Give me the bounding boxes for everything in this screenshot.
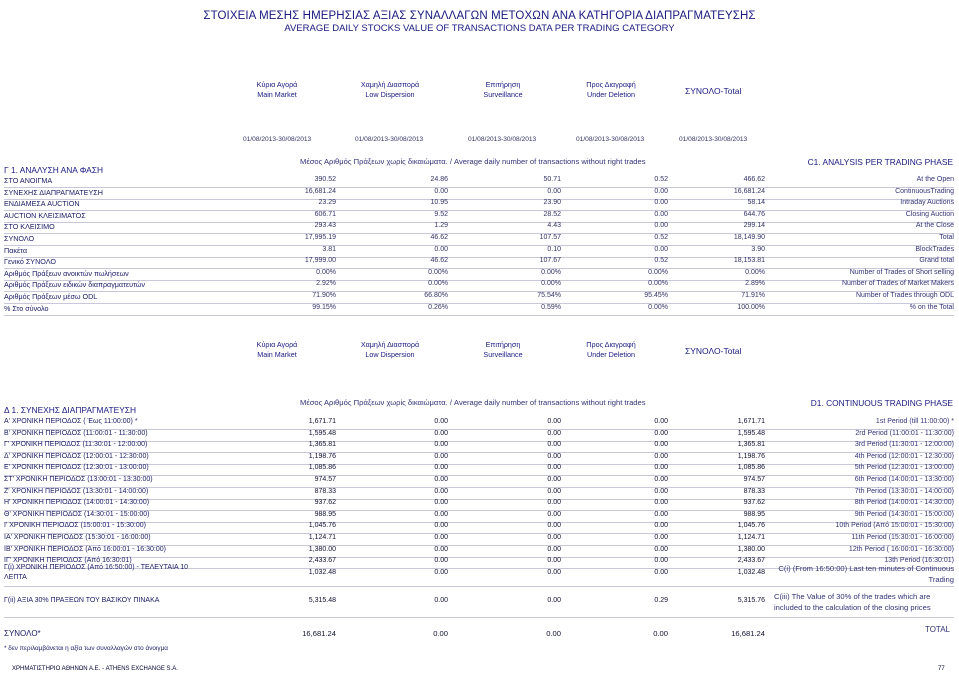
section1-title: Γ 1. ΑΝΑΛΥΣΗ ΑΝΑ ΦΑΣΗ: [4, 165, 103, 175]
row-value: 2,433.67: [737, 557, 765, 565]
row-label-english: 9th Period (14:30:01 - 15:00:00): [854, 510, 954, 518]
table-row: [4, 546, 954, 557]
report-title-greek: ΣΤΟΙΧΕΙΑ ΜΕΣΗΣ ΗΜΕΡΗΣΙΑΣ ΑΞΙΑΣ ΣΥΝΑΛΛΑΓΩΝ ΜΕΤΟΧΩΝ ΑΝΑ ΚΑΤΗΓΟΡΙΑ ΔΙΑΠΡΑΓΜΑΤΕΥΣΗΣ: [203, 10, 756, 22]
row-value: 0.00: [654, 441, 668, 449]
table-row: [4, 511, 954, 522]
category-total: ΣΥΝΟΛΟ-Total: [685, 346, 742, 356]
row-value: 1,045.76: [308, 522, 336, 530]
total-row: ΣΥΝΟΛΟ* 16,681.24 0.00 0.00 0.00 16,681.24 TOTAL: [4, 625, 950, 638]
section1-subtitle: Μέσος Αριθμός Πράξεων χωρίς δικαιώματα. / Average daily number of transactions without right trades: [300, 157, 646, 166]
row-value: 4.43: [547, 222, 561, 230]
row-value: 1,380.00: [308, 545, 336, 553]
row-value: 0.00: [654, 418, 668, 425]
date-range-low: 01/08/2013-30/08/2013: [355, 136, 424, 143]
row-value: 0.00: [654, 522, 668, 530]
date-range-surveillance: 01/08/2013-30/08/2013: [468, 136, 537, 143]
row-value: 0.00%: [648, 268, 668, 276]
row-label: ΙΓ' ΧΡΟΝΙΚΗ ΠΕΡΙΟΔΟΣ (Από 16:30:01): [4, 557, 132, 565]
row-value: 0.00: [547, 464, 561, 472]
category-header-bottom: [0, 340, 959, 368]
row-value: 0.00: [654, 452, 668, 460]
row-value: 66.80%: [424, 292, 448, 299]
row-label: Η' ΧΡΟΝΙΚΗ ΠΕΡΙΟΔΟΣ (14:00:01 - 14:30:00): [4, 499, 150, 507]
row-value: 1,085.86: [308, 464, 336, 472]
row-label: ΣΥΝΕΧΗΣ ΔΙΑΠΡΑΓΜΑΤΕΥΣΗ: [4, 187, 103, 197]
row-value: 293.43: [314, 222, 336, 230]
row-label-english: 11th Period (15:30:01 - 16:00:00): [851, 534, 954, 541]
row-label-english: 2rd Period (11:00:01 - 11:30:00): [855, 429, 954, 437]
row-label-english: 7th Period (13:30:01 - 14:00:00): [854, 487, 954, 495]
date-ranges: [0, 136, 959, 148]
table-row: [4, 234, 954, 245]
row-value: 0.00: [434, 441, 448, 449]
row-value: 0.00: [654, 499, 668, 507]
table-row: [4, 522, 954, 533]
row-value: 0.00: [547, 487, 561, 495]
row-value: 0.00: [434, 557, 448, 565]
table-row: [4, 246, 954, 257]
row-value: 2,433.67: [308, 557, 336, 565]
row-value: 18,153.81: [733, 257, 765, 265]
table-row: [4, 488, 954, 499]
row-value: 100.00%: [737, 303, 765, 311]
row-value: 16,681.24: [304, 187, 336, 195]
row-value: 0.59%: [541, 303, 561, 311]
row-label: Ε' ΧΡΟΝΙΚΗ ΠΕΡΙΟΔΟΣ (12:30:01 - 13:00:00): [4, 464, 149, 472]
row-value: 75.54%: [537, 292, 561, 299]
table-row: [4, 269, 954, 280]
row-value: 3.90: [751, 245, 765, 253]
row-value: 1,380.00: [737, 545, 765, 553]
row-value: 0.00: [434, 418, 448, 425]
row-value: 0.00: [434, 487, 448, 495]
row-value: 17,995.19: [304, 234, 336, 241]
row-label: ΣΤ' ΧΡΟΝΙΚΗ ΠΕΡΙΟΔΟΣ (13:00:01 - 13:30:00): [4, 476, 153, 483]
row-value: 0.00: [547, 476, 561, 483]
row-label-english: 10th Period (Από 15:00:01 - 15:30:00): [835, 522, 954, 530]
row-value: 0.00: [547, 522, 561, 530]
table-row: [4, 534, 954, 545]
section2-subtitle: Μέσος Αριθμός Πράξεων χωρίς δικαιώματα. / Average daily number of transactions without right trades: [300, 398, 646, 407]
row-value: 18,149.90: [733, 234, 765, 241]
row-label: Ι' ΧΡΟΝΙΚΗ ΠΕΡΙΟΔΟΣ (15:00:01 - 15:30:00): [4, 522, 146, 530]
row-value: 974.57: [314, 476, 336, 483]
row-value: 1,198.76: [737, 452, 765, 460]
row-value: 0.00: [434, 545, 448, 553]
row-label: Γενικό ΣΥΝΟΛΟ: [4, 257, 56, 267]
row-value: 606.71: [314, 210, 336, 218]
table-row: [4, 222, 954, 233]
category-header-top: [0, 80, 959, 108]
row-value: 0.00: [547, 452, 561, 460]
table-row: [4, 418, 954, 429]
row-label-english: 4th Period (12:00:01 - 12:30:00): [854, 452, 954, 460]
row-label-english: 6th Period (14:00:01 - 13:30:00): [854, 476, 954, 483]
row-value: 0.00: [654, 464, 668, 472]
row-label-english: 13th Period (16:30:01): [884, 557, 954, 565]
row-value: 0.00%: [745, 268, 765, 276]
row-label: Ζ' ΧΡΟΝΙΚΗ ΠΕΡΙΟΔΟΣ (13:30:01 - 14:00:00): [4, 487, 149, 495]
row-label-english: Number of Trades of Market Makers: [841, 280, 954, 288]
row-value: 23.90: [543, 199, 561, 207]
date-range-deletion: 01/08/2013-30/08/2013: [576, 136, 645, 143]
row-label: ΣΤΟ ΑΝΟΙΓΜΑ: [4, 176, 53, 185]
row-value: 95.45%: [644, 292, 668, 299]
row-value: 1,045.76: [737, 522, 765, 530]
row-value: 0.00: [654, 210, 668, 218]
row-value: 0.00: [654, 222, 668, 230]
row-value: 0.00: [654, 187, 668, 195]
table-row: [4, 476, 954, 487]
row-label: Θ' ΧΡΟΝΙΚΗ ΠΕΡΙΟΔΟΣ (14:30:01 - 15:00:00): [4, 510, 150, 518]
row-value: 0.00: [654, 199, 668, 207]
row-value: 16,681.24: [733, 187, 765, 195]
row-label-english: Total: [939, 234, 954, 241]
row-value: 9.52: [434, 210, 448, 218]
row-label: ΣΤΟ ΚΛΕΙΣΙΜΟ: [4, 222, 55, 232]
row-label-english: 3rd Period (11:30:01 - 12:00:00): [854, 441, 954, 449]
row-label-english: Number of Trades through ODL: [855, 292, 954, 299]
row-label-english: 12th Period ( 16:00:01 - 16:30:00): [848, 545, 954, 553]
row-label: ΕΝΔΙΑΜΕΣΑ AUCTION: [4, 199, 80, 209]
last-ten-minutes-row: Γ(i) ΧΡΟΝΙΚΗ ΠΕΡΙΟΔΟΣ (Από 16:50:00) - ΤΕΛΕΥΤΑΙΑ 10 ΛΕΠΤΑ 1,032.48 0.00 0.00 0.00 1,032.48 C(i) (From 16:50:00) Last ten minutes of Continuous Trading: [4, 564, 954, 584]
row-value: 1,365.81: [308, 441, 336, 449]
thirty-percent-row: Γ(ii) ΑΞΙΑ 30% ΠΡΑΞΕΩΝ ΤΟΥ ΒΑΣΙΚΟΥ ΠΙΝΑΚΑ 5,315.48 0.00 0.00 0.29 5,315.76 C(iii) The Value of 30% of the trades which are included to the calculation of the closing prices: [4, 592, 931, 612]
row-separator: [4, 586, 954, 587]
category-surveillance: Επιτήρηση Surveillance: [483, 80, 523, 99]
footer-exchange-name: ΧΡΗΜΑΤΙΣΤΗΡΙΟ ΑΘΗΝΩΝ Α.Ε. - ATHENS EXCHANGE S.A.: [12, 666, 178, 672]
table-row: [4, 211, 954, 222]
row-label-english: Intraday Auctions: [900, 199, 954, 207]
row-value: 0.00: [654, 534, 668, 541]
table-row: [4, 464, 954, 475]
table-row: [4, 292, 954, 303]
row-value: 0.00: [654, 510, 668, 518]
row-value: 1,365.81: [737, 441, 765, 449]
footer-page-number: 77: [938, 666, 945, 672]
row-value: 0.00: [434, 534, 448, 541]
row-value: 937.62: [743, 499, 765, 507]
row-value: 0.00: [654, 487, 668, 495]
row-label: Δ' ΧΡΟΝΙΚΗ ΠΕΡΙΟΔΟΣ (12:00:01 - 12:30:00): [4, 452, 149, 460]
row-value: 878.33: [314, 487, 336, 495]
table-row: [4, 430, 954, 441]
row-value: 0.00: [654, 245, 668, 253]
table-row: [4, 257, 954, 268]
row-separator: [4, 617, 954, 618]
row-value: 0.52: [654, 234, 668, 241]
row-label: Πακέτα: [4, 245, 28, 255]
row-value: 0.00: [547, 545, 561, 553]
row-value: 0.00%: [541, 268, 561, 276]
row-value: 0.00: [434, 522, 448, 530]
row-value: 58.14: [747, 199, 765, 207]
row-value: 0.00: [434, 452, 448, 460]
row-label: AUCTION ΚΛΕΙΣΙΜΑΤΟΣ: [4, 210, 86, 220]
row-value: 2.92%: [316, 280, 336, 288]
row-value: 0.00: [547, 557, 561, 565]
row-value: 988.95: [743, 510, 765, 518]
category-low-dispersion: Χαμηλή Διασπορά Low Dispersion: [360, 340, 420, 359]
row-value: 0.26%: [428, 303, 448, 311]
category-surveillance: Επιτήρηση Surveillance: [483, 340, 523, 359]
row-value: 0.00: [434, 429, 448, 437]
row-label: ΙΒ' ΧΡΟΝΙΚΗ ΠΕΡΙΟΔΟΣ (Από 16:00:01 - 16:30:00): [4, 545, 166, 553]
row-value: 0.00: [547, 534, 561, 541]
row-value: 99.15%: [312, 303, 336, 311]
table-row: [4, 176, 954, 187]
row-label-english: 1st Period (till 11:00:00) *: [875, 418, 954, 425]
row-label-english: BlockTrades: [915, 245, 954, 253]
category-under-deletion: Προς Διαγραφή Under Deletion: [586, 340, 636, 359]
table-row: [4, 304, 954, 315]
row-value: 1,198.76: [308, 452, 336, 460]
row-label-english: At the Open: [916, 176, 954, 183]
row-value: 17,999.00: [304, 257, 336, 265]
table-row: [4, 199, 954, 210]
row-value: 50.71: [543, 176, 561, 183]
row-label: Αριθμός Πράξεων μέσω ODL: [4, 292, 98, 301]
row-value: 0.00: [434, 245, 448, 253]
row-value: 390.52: [314, 176, 336, 183]
row-value: 1,671.71: [308, 418, 336, 425]
row-value: 988.95: [314, 510, 336, 518]
row-label: % Στο σύνολο: [4, 303, 49, 313]
row-value: 0.00: [547, 418, 561, 425]
row-value: 1,595.48: [308, 429, 336, 437]
section2-title-english: D1. CONTINUOUS TRADING PHASE: [810, 398, 953, 408]
date-range-main: 01/08/2013-30/08/2013: [243, 136, 312, 143]
row-value: 0.00%: [648, 280, 668, 288]
section2-title: Δ 1. ΣΥΝΕΧΗΣ ΔΙΑΠΡΑΓΜΑΤΕΥΣΗ: [4, 405, 137, 415]
row-label-english: % on the Total: [909, 303, 954, 311]
row-value: 3.81: [322, 245, 336, 253]
row-separator: [4, 315, 954, 316]
report-title-english: AVERAGE DAILY STOCKS VALUE OF TRANSACTIONS DATA PER TRADING CATEGORY: [284, 23, 675, 34]
row-value: 0.52: [654, 257, 668, 265]
row-value: 24.86: [430, 176, 448, 183]
row-value: 1,595.48: [737, 429, 765, 437]
row-value: 0.00: [434, 476, 448, 483]
row-value: 1,671.71: [737, 418, 765, 425]
row-label-english: ContinuousTrading: [895, 187, 954, 195]
row-value: 0.00: [654, 545, 668, 553]
row-value: 10.95: [430, 199, 448, 207]
row-label: ΙΑ' ΧΡΟΝΙΚΗ ΠΕΡΙΟΔΟΣ (15:30:01 - 16:00:00): [4, 534, 151, 541]
row-value: 1,124.71: [308, 534, 336, 541]
category-main-market: Κύρια Αγορά Main Market: [256, 340, 298, 359]
category-main-market: Κύρια Αγορά Main Market: [256, 80, 298, 99]
row-value: 2.89%: [745, 280, 765, 288]
footnote: * δεν περιλαμβάνεται η αξία των συναλλαγών στο άνοιγμα: [4, 645, 168, 652]
row-value: 1,085.86: [737, 464, 765, 472]
row-value: 0.00: [654, 476, 668, 483]
table-row: [4, 441, 954, 452]
row-value: 644.76: [743, 210, 765, 218]
row-value: 1,124.71: [737, 534, 765, 541]
row-value: 0.00: [547, 441, 561, 449]
section1-title-english: C1. ANALYSIS PER TRADING PHASE: [807, 157, 953, 167]
row-value: 107.67: [539, 257, 561, 265]
row-value: 974.57: [743, 476, 765, 483]
row-value: 0.00: [547, 187, 561, 195]
table-row: [4, 280, 954, 291]
row-value: 878.33: [743, 487, 765, 495]
row-value: 0.00: [434, 499, 448, 507]
row-value: 299.14: [743, 222, 765, 230]
table-row: [4, 188, 954, 199]
row-value: 0.00%: [428, 280, 448, 288]
row-label: ΣΥΝΟΛΟ: [4, 234, 35, 243]
row-value: 466.62: [743, 176, 765, 183]
row-label-english: Closing Auction: [905, 210, 954, 218]
row-value: 71.90%: [312, 292, 336, 299]
row-label: Αριθμός Πράξεων ειδικών διαπραγματευτών: [4, 280, 146, 290]
row-label: Γ' ΧΡΟΝΙΚΗ ΠΕΡΙΟΔΟΣ (11:30:01 - 12:00:00): [4, 441, 148, 449]
row-value: 46.62: [430, 257, 448, 265]
date-range-total: 01/08/2013-30/08/2013: [679, 136, 748, 143]
row-value: 0.00%: [648, 303, 668, 311]
row-label: Α' ΧΡΟΝΙΚΗ ΠΕΡΙΟΔΟΣ ( Έως 11:00:00) *: [4, 418, 138, 425]
row-value: 0.00: [654, 557, 668, 565]
row-value: 0.10: [547, 245, 561, 253]
row-value: 0.00%: [541, 280, 561, 288]
table-row: [4, 453, 954, 464]
row-value: 0.00: [547, 429, 561, 437]
row-label-english: Grand total: [919, 257, 954, 265]
row-label-english: 8th Period (14:00:01 - 14:30:00): [854, 499, 954, 507]
row-value: 23.29: [318, 199, 336, 207]
row-value: 28.52: [543, 210, 561, 218]
category-under-deletion: Προς Διαγραφή Under Deletion: [586, 80, 636, 99]
row-label-english: At the Close: [915, 222, 954, 230]
category-total: ΣΥΝΟΛΟ-Total: [685, 86, 742, 96]
row-value: 937.62: [314, 499, 336, 507]
table-row: [4, 499, 954, 510]
row-value: 0.00: [654, 429, 668, 437]
row-label-english: 5th Period (12:30:01 - 13:00:00): [854, 464, 954, 472]
row-label-english: Number of Trades of Short selling: [849, 268, 954, 276]
row-value: 107.57: [539, 234, 561, 241]
row-label: Αριθμός Πράξεων ανοικτών πωλήσεων: [4, 268, 129, 278]
row-value: 0.00: [434, 464, 448, 472]
row-value: 0.52: [654, 176, 668, 183]
row-value: 46.62: [430, 234, 448, 241]
row-value: 0.00: [547, 499, 561, 507]
category-low-dispersion: Χαμηλή Διασπορά Low Dispersion: [360, 80, 420, 99]
row-value: 1.29: [434, 222, 448, 230]
row-value: 0.00: [434, 510, 448, 518]
row-value: 0.00: [434, 187, 448, 195]
row-value: 71.91%: [741, 292, 765, 299]
row-label: Β' ΧΡΟΝΙΚΗ ΠΕΡΙΟΔΟΣ (11:00:01 - 11:30:00): [4, 429, 148, 437]
row-value: 0.00%: [316, 268, 336, 276]
row-value: 0.00%: [428, 268, 448, 276]
row-value: 0.00: [547, 510, 561, 518]
